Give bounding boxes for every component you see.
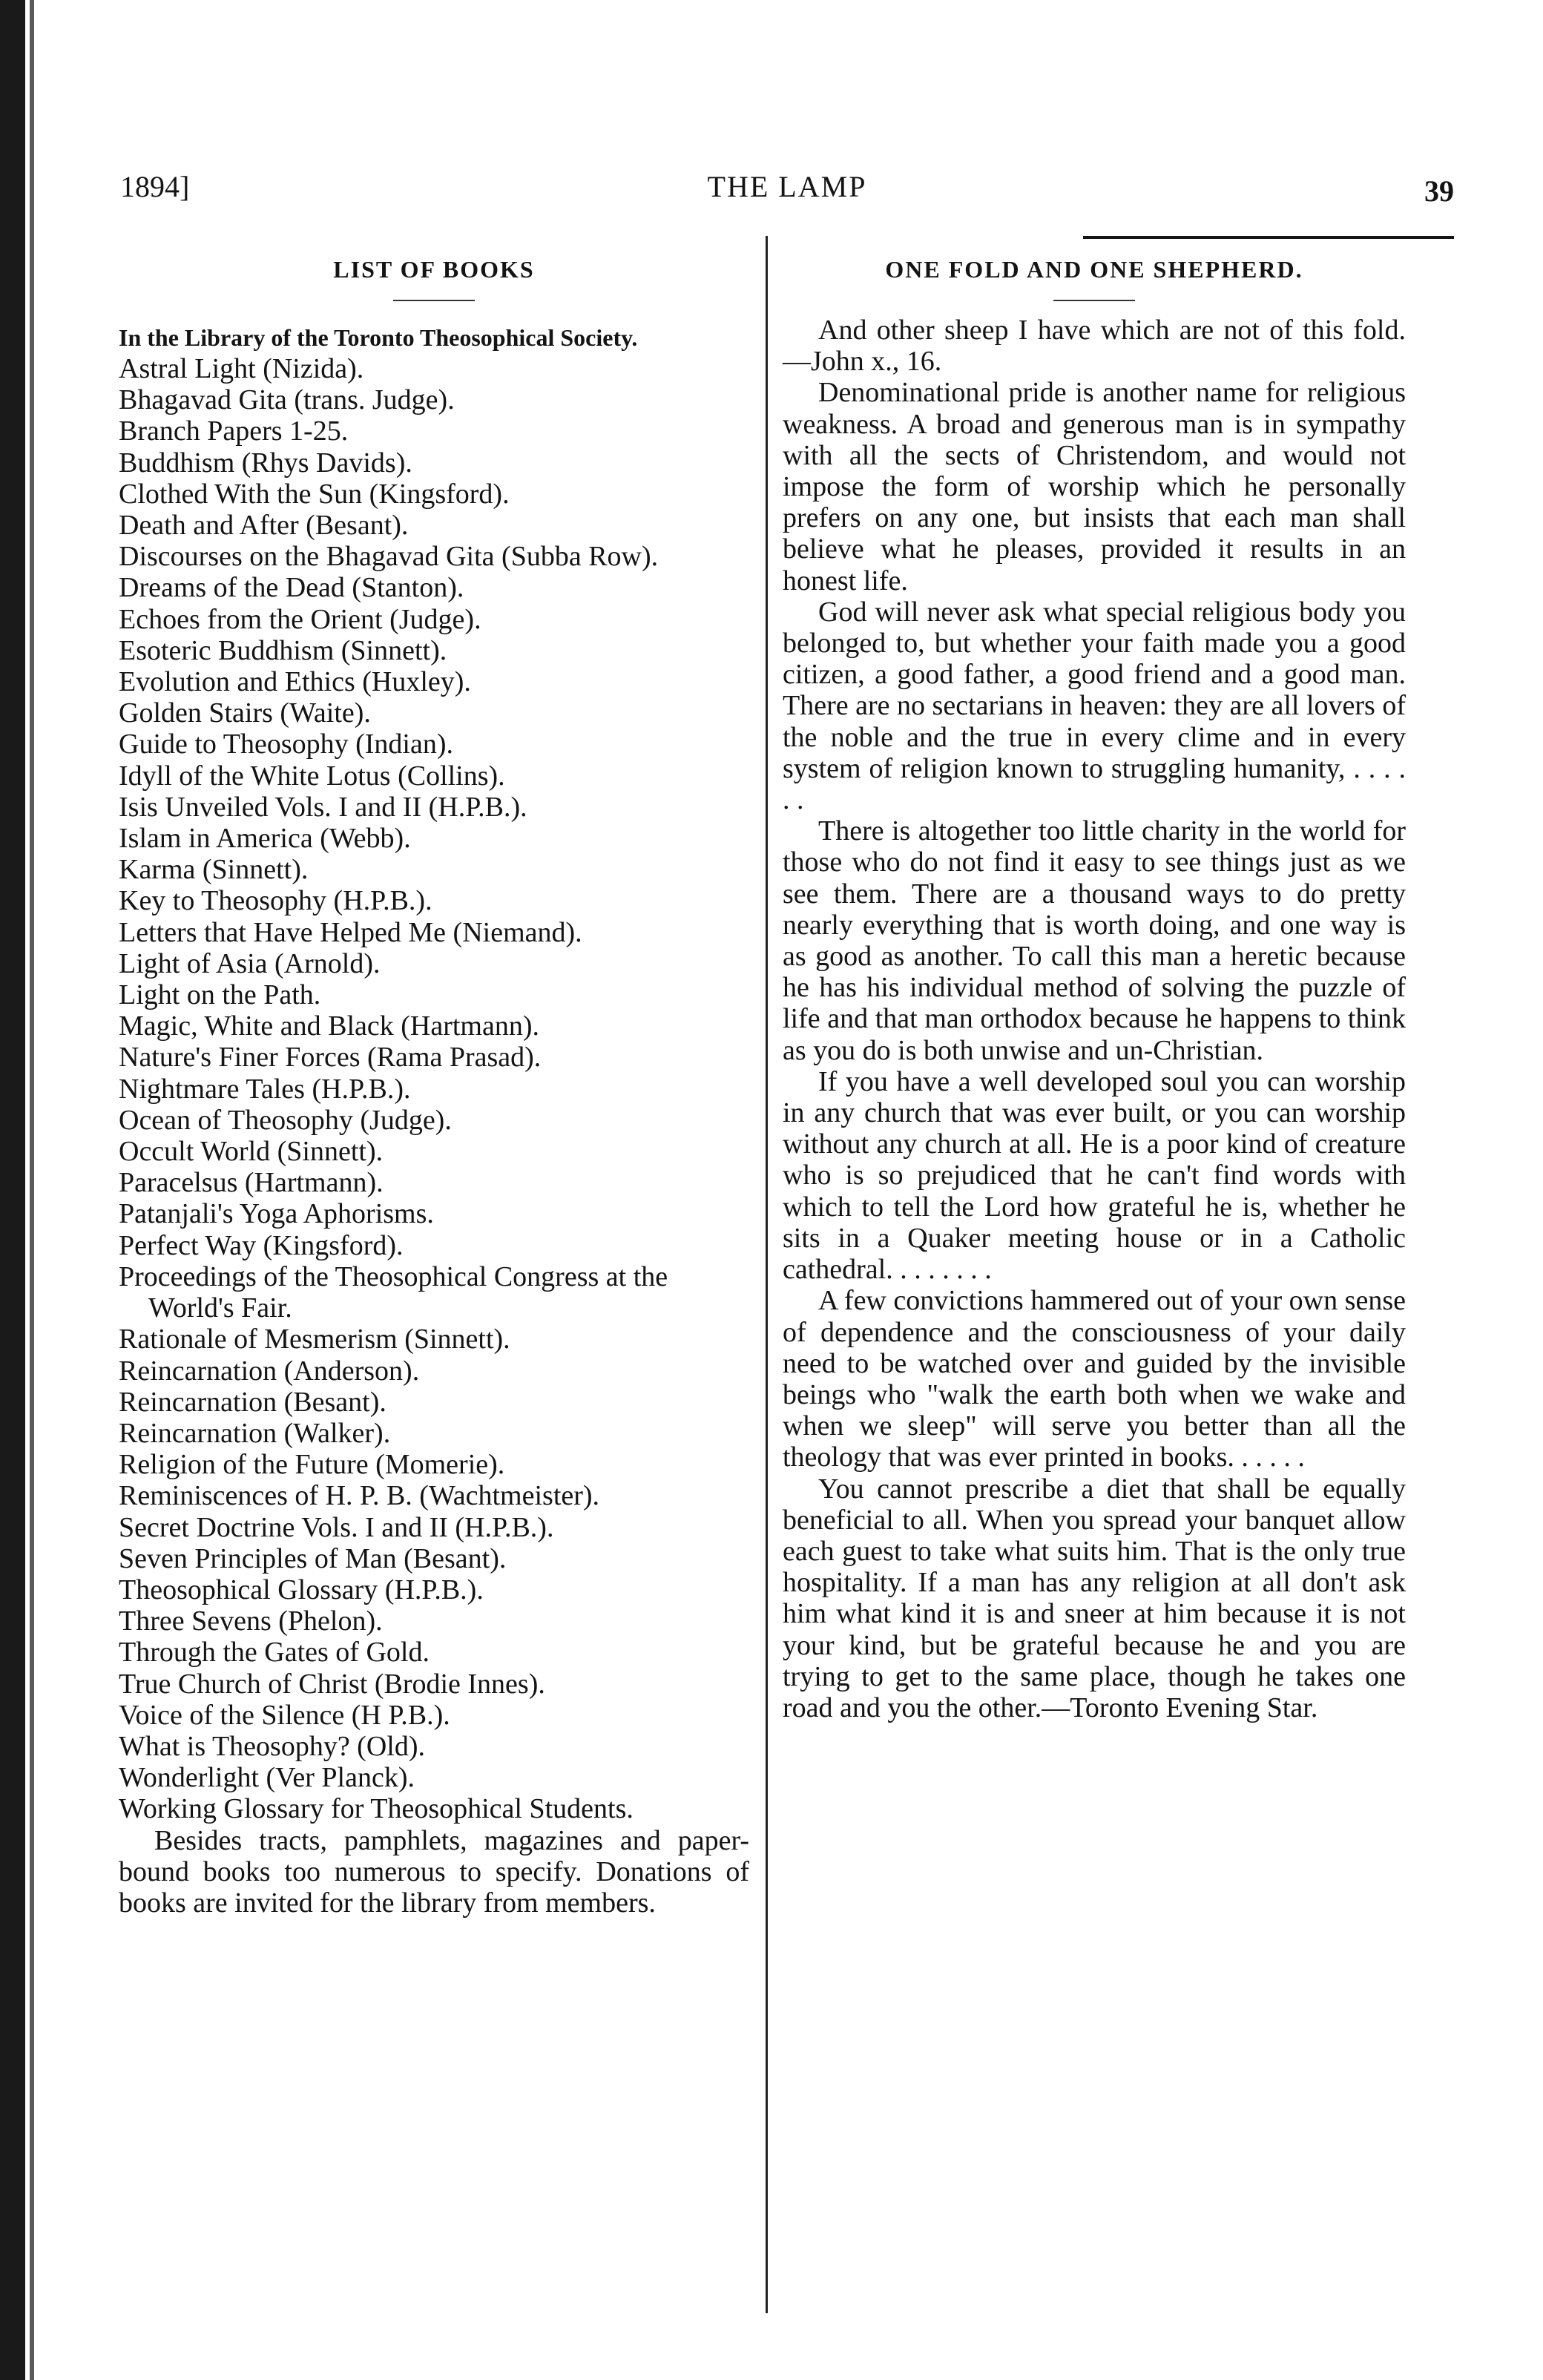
book-entry: Nightmare Tales (H.P.B.). (119, 1073, 411, 1105)
book-entry: Light on the Path. (119, 979, 321, 1011)
book-entry: Death and After (Besant). (119, 510, 409, 542)
column-divider (766, 236, 768, 2313)
book-entry: Working Glossary for Theosophical Students. (119, 1793, 634, 1825)
book-entry: Light of Asia (Arnold). (119, 947, 381, 979)
book-entry: Seven Principles of Man (Besant). (119, 1542, 507, 1574)
book-list (119, 353, 749, 1825)
book-entry: Golden Stairs (Waite). (119, 697, 371, 729)
book-entry: Reminiscences of H. P. B. (Wachtmeister). (119, 1480, 600, 1512)
book-entry: Religion of the Future (Momerie). (119, 1449, 505, 1481)
book-entry: Idyll of the White Lotus (Collins). (119, 760, 505, 792)
book-entry: Guide to Theosophy (Indian). (119, 729, 453, 760)
article-paragraph: Denominational pride is another name for religious weakness. A broad and generous man is in sympathy with all the sects of Christendom, and would not impose the form of worship which he personally prefers on any one, but insists that each man shall believe what he pleases, provided it results in an honest life. (783, 377, 1406, 596)
header-rule (1083, 236, 1454, 239)
book-entry: Reincarnation (Besant). (119, 1386, 386, 1418)
book-entry: Bhagavad Gita (trans. Judge). (119, 384, 455, 416)
book-entry: Letters that Have Helped Me (Niemand). (119, 916, 582, 948)
book-entry: Reincarnation (Walker). (119, 1417, 391, 1449)
heading-rule (1053, 300, 1135, 301)
book-entry: Evolution and Ethics (Huxley). (119, 666, 471, 698)
book-entry: Buddhism (Rhys Davids). (119, 447, 412, 479)
book-entry: Islam in America (Webb). (119, 823, 411, 855)
book-entry: Branch Papers 1-25. (119, 415, 349, 447)
book-entry: Through the Gates of Gold. (119, 1637, 430, 1669)
heading-rule (393, 300, 475, 301)
left-column (119, 254, 749, 1919)
book-entry: True Church of Christ (Brodie Innes). (119, 1668, 545, 1700)
book-entry: Nature's Finer Forces (Rama Prasad). (119, 1042, 542, 1074)
header-title: THE LAMP (707, 170, 867, 203)
book-entry: Three Sevens (Phelon). (119, 1605, 383, 1637)
book-entry: Magic, White and Black (Hartmann). (119, 1010, 539, 1042)
book-entry: Isis Unveiled Vols. I and II (H.P.B.). (119, 791, 527, 823)
book-entry: Key to Theosophy (H.P.B.). (119, 885, 432, 917)
epigraph: And other sheep I have which are not of this fold.—John x., 16. (783, 315, 1406, 378)
page-binding-shadow (30, 0, 34, 2380)
book-entry: What is Theosophy? (Old). (119, 1730, 425, 1762)
book-entry: Voice of the Silence (H P.B.). (119, 1699, 450, 1731)
header-year: 1894] (120, 170, 190, 203)
article-paragraph: There is altogether too little charity in the world for those who do not find it easy to see things just as we see them. There are a thousand ways to do pretty nearly everything that is worth doing, and one way is as good as another. To call this man a heretic because he has his individual method of solving the puzzle of life and that man orthodox because he happens to think as you do is both unwise and un-Christian. (783, 815, 1406, 1066)
book-entry: Paracelsus (Hartmann). (119, 1167, 384, 1199)
book-entry: Echoes from the Orient (Judge). (119, 603, 481, 635)
book-entry: Clothed With the Sun (Kingsford). (119, 478, 510, 510)
book-entry: Patanjali's Yoga Aphorisms. (119, 1198, 434, 1230)
book-entry: Dreams of the Dead (Stanton). (119, 572, 464, 604)
article-paragraph: God will never ask what special religious body you belonged to, but whether your faith made you a good citizen, a good father, a good friend and a good man. There are no sectarians in heaven: they are all lovers of the noble and the true in every clime and in every system of religion known to struggling humanity, . . . . . . (783, 596, 1406, 816)
article-paragraph: A few convictions hammered out of your own sense of dependence and the consciousness of your daily need to be watched over and guided by the invisible beings who "walk the earth both when we wake and when we sleep" will serve you better than all the theology that was ever printed in books. . . . . . (783, 1285, 1406, 1473)
running-header (120, 169, 1454, 214)
book-entry: Occult World (Sinnett). (119, 1136, 384, 1168)
book-entry: Esoteric Buddhism (Sinnett). (119, 634, 447, 666)
book-entry: Reincarnation (Anderson). (119, 1355, 420, 1387)
book-entry: Astral Light (Nizida). (119, 353, 364, 384)
book-entry: Wonderlight (Ver Planck). (119, 1762, 415, 1794)
article-heading: ONE FOLD AND ONE SHEPHERD. (885, 256, 1303, 283)
book-entry: Theosophical Glossary (H.P.B.). (119, 1574, 484, 1605)
books-heading: LIST OF BOOKS (333, 256, 535, 283)
book-entry: Ocean of Theosophy (Judge). (119, 1104, 452, 1136)
page-binding-edge (0, 0, 25, 2380)
page-number: 39 (1424, 174, 1454, 208)
book-entry: Secret Doctrine Vols. I and II (H.P.B.). (119, 1511, 554, 1543)
article-paragraph: If you have a well developed soul you can worship in any church that was ever built, or you can worship without any church at all. He is a poor kind of creature who is so prejudiced that he can't find words with which to tell the Lord how grateful he is, whether he sits in a Quaker meeting house or in a Catholic cathedral. . . . . . . . (783, 1065, 1406, 1286)
book-entry: Rationale of Mesmerism (Sinnett). (119, 1324, 510, 1355)
article-body (783, 377, 1406, 1723)
book-entry: Discourses on the Bhagavad Gita (Subba Row). (119, 541, 659, 573)
book-entry: Proceedings of the Theosophical Congress at the World's Fair. (119, 1260, 668, 1324)
book-entry: Perfect Way (Kingsford). (119, 1229, 404, 1261)
book-entry: Karma (Sinnett). (119, 854, 309, 886)
article-paragraph: You cannot prescribe a diet that shall be equally beneficial to all. When you spread your banquet allow each guest to take what suits him. That is the only true hospitality. If a man has any religion at all don't ask him what kind it is and sneer at him because it is not your kind, but be grateful because he and you are trying to get to the same place, though he takes one road and you the other.—Toronto Evening Star. (783, 1473, 1406, 1723)
right-column (783, 254, 1406, 1723)
library-note: Besides tracts, pamphlets, magazines and paper-bound books too numerous to specify. Donations of books are invited for the library from members. (119, 1824, 749, 1919)
books-subheading: In the Library of the Toronto Theosophical Society. (119, 324, 638, 351)
